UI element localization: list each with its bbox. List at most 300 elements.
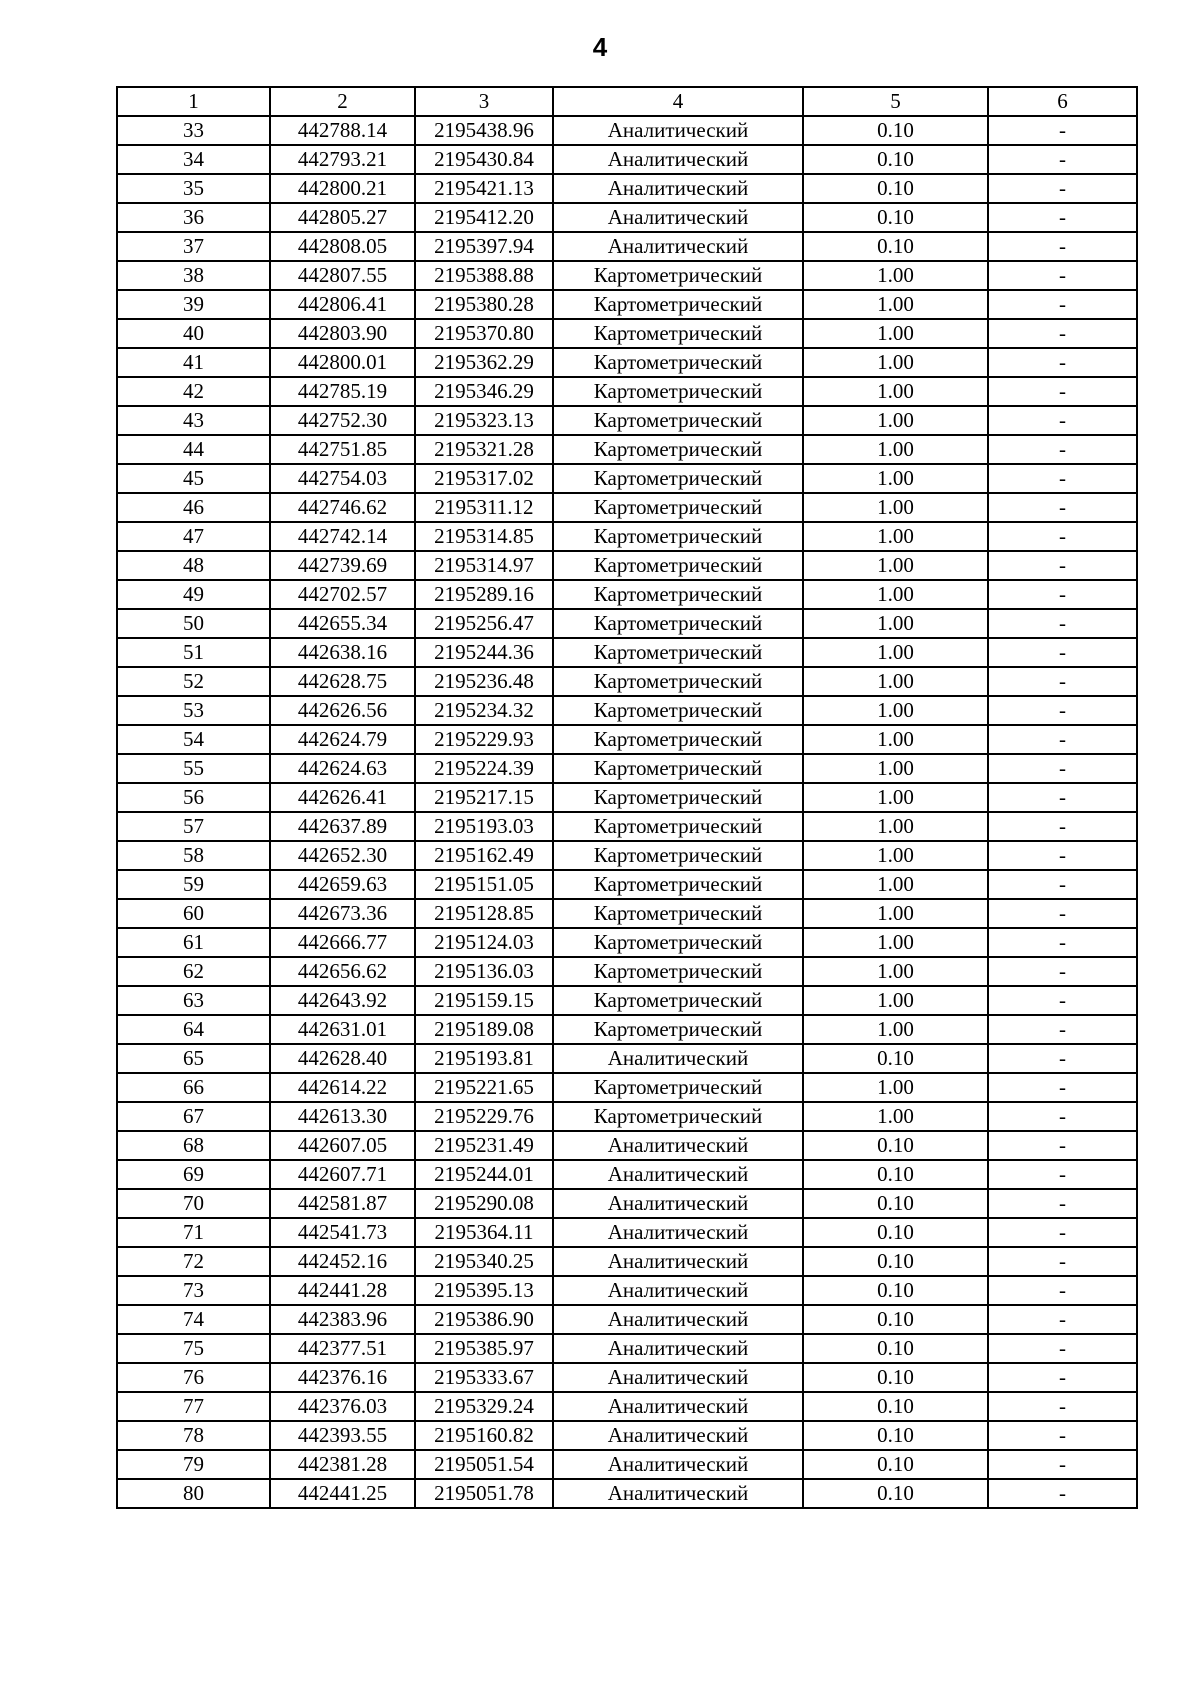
y-coordinate-cell: 2195412.20 <box>415 203 553 232</box>
table-row <box>117 1160 1137 1189</box>
table-row <box>117 203 1137 232</box>
x-coordinate-cell: 442788.14 <box>270 116 415 145</box>
table-row <box>117 812 1137 841</box>
table-row <box>117 1421 1137 1450</box>
table-row <box>117 145 1137 174</box>
point-number-cell: 43 <box>117 406 270 435</box>
table-body <box>117 116 1137 1508</box>
point-number-cell: 59 <box>117 870 270 899</box>
y-coordinate-cell: 2195430.84 <box>415 145 553 174</box>
point-number-cell: 72 <box>117 1247 270 1276</box>
method-cell: Картометрический <box>553 261 803 290</box>
x-coordinate-cell: 442793.21 <box>270 145 415 174</box>
y-coordinate-cell: 2195395.13 <box>415 1276 553 1305</box>
method-cell: Картометрический <box>553 290 803 319</box>
point-number-cell: 53 <box>117 696 270 725</box>
accuracy-cell: 0.10 <box>803 1392 988 1421</box>
point-number-cell: 42 <box>117 377 270 406</box>
method-cell: Картометрический <box>553 1073 803 1102</box>
table-row <box>117 551 1137 580</box>
description-cell: - <box>988 783 1137 812</box>
table-row <box>117 464 1137 493</box>
method-cell: Картометрический <box>553 725 803 754</box>
method-cell: Картометрический <box>553 1015 803 1044</box>
point-number-cell: 46 <box>117 493 270 522</box>
method-cell: Аналитический <box>553 1421 803 1450</box>
table-row <box>117 1189 1137 1218</box>
y-coordinate-cell: 2195370.80 <box>415 319 553 348</box>
table-row <box>117 783 1137 812</box>
accuracy-cell: 0.10 <box>803 1160 988 1189</box>
y-coordinate-cell: 2195229.93 <box>415 725 553 754</box>
accuracy-cell: 1.00 <box>803 609 988 638</box>
description-cell: - <box>988 1421 1137 1450</box>
point-number-cell: 58 <box>117 841 270 870</box>
x-coordinate-cell: 442628.40 <box>270 1044 415 1073</box>
description-cell: - <box>988 1044 1137 1073</box>
description-cell: - <box>988 435 1137 464</box>
y-coordinate-cell: 2195314.85 <box>415 522 553 551</box>
table-row <box>117 1073 1137 1102</box>
accuracy-cell: 1.00 <box>803 928 988 957</box>
x-coordinate-cell: 442637.89 <box>270 812 415 841</box>
table-row <box>117 638 1137 667</box>
y-coordinate-cell: 2195193.81 <box>415 1044 553 1073</box>
y-coordinate-cell: 2195333.67 <box>415 1363 553 1392</box>
description-cell: - <box>988 1073 1137 1102</box>
accuracy-cell: 0.10 <box>803 1131 988 1160</box>
point-number-cell: 38 <box>117 261 270 290</box>
table-row <box>117 1247 1137 1276</box>
point-number-cell: 73 <box>117 1276 270 1305</box>
y-coordinate-cell: 2195193.03 <box>415 812 553 841</box>
y-coordinate-cell: 2195438.96 <box>415 116 553 145</box>
x-coordinate-cell: 442702.57 <box>270 580 415 609</box>
method-cell: Картометрический <box>553 1102 803 1131</box>
y-coordinate-cell: 2195128.85 <box>415 899 553 928</box>
x-coordinate-cell: 442614.22 <box>270 1073 415 1102</box>
table-row <box>117 377 1137 406</box>
method-cell: Картометрический <box>553 928 803 957</box>
accuracy-cell: 0.10 <box>803 1421 988 1450</box>
point-number-cell: 63 <box>117 986 270 1015</box>
accuracy-cell: 1.00 <box>803 1015 988 1044</box>
description-cell: - <box>988 1305 1137 1334</box>
x-coordinate-cell: 442638.16 <box>270 638 415 667</box>
accuracy-cell: 1.00 <box>803 464 988 493</box>
y-coordinate-cell: 2195397.94 <box>415 232 553 261</box>
method-cell: Аналитический <box>553 1334 803 1363</box>
method-cell: Картометрический <box>553 812 803 841</box>
x-coordinate-cell: 442652.30 <box>270 841 415 870</box>
description-cell: - <box>988 957 1137 986</box>
description-cell: - <box>988 116 1137 145</box>
accuracy-cell: 1.00 <box>803 1102 988 1131</box>
accuracy-cell: 0.10 <box>803 1218 988 1247</box>
point-number-cell: 62 <box>117 957 270 986</box>
accuracy-cell: 1.00 <box>803 986 988 1015</box>
accuracy-cell: 0.10 <box>803 1450 988 1479</box>
accuracy-cell: 1.00 <box>803 812 988 841</box>
table-row <box>117 957 1137 986</box>
accuracy-cell: 1.00 <box>803 899 988 928</box>
method-cell: Аналитический <box>553 116 803 145</box>
accuracy-cell: 0.10 <box>803 174 988 203</box>
y-coordinate-cell: 2195317.02 <box>415 464 553 493</box>
accuracy-cell: 0.10 <box>803 1363 988 1392</box>
table-row <box>117 696 1137 725</box>
description-cell: - <box>988 522 1137 551</box>
x-coordinate-cell: 442673.36 <box>270 899 415 928</box>
point-number-cell: 78 <box>117 1421 270 1450</box>
table-row <box>117 899 1137 928</box>
x-coordinate-cell: 442383.96 <box>270 1305 415 1334</box>
y-coordinate-cell: 2195159.15 <box>415 986 553 1015</box>
point-number-cell: 77 <box>117 1392 270 1421</box>
y-coordinate-cell: 2195289.16 <box>415 580 553 609</box>
accuracy-cell: 1.00 <box>803 377 988 406</box>
method-cell: Аналитический <box>553 1131 803 1160</box>
x-coordinate-cell: 442808.05 <box>270 232 415 261</box>
column-header: 6 <box>988 87 1137 116</box>
table-header <box>117 87 1137 116</box>
method-cell: Картометрический <box>553 870 803 899</box>
description-cell: - <box>988 899 1137 928</box>
description-cell: - <box>988 1160 1137 1189</box>
y-coordinate-cell: 2195221.65 <box>415 1073 553 1102</box>
point-number-cell: 56 <box>117 783 270 812</box>
method-cell: Аналитический <box>553 1218 803 1247</box>
x-coordinate-cell: 442393.55 <box>270 1421 415 1450</box>
point-number-cell: 35 <box>117 174 270 203</box>
method-cell: Картометрический <box>553 348 803 377</box>
point-number-cell: 37 <box>117 232 270 261</box>
method-cell: Аналитический <box>553 1160 803 1189</box>
y-coordinate-cell: 2195314.97 <box>415 551 553 580</box>
y-coordinate-cell: 2195388.88 <box>415 261 553 290</box>
method-cell: Аналитический <box>553 1276 803 1305</box>
accuracy-cell: 1.00 <box>803 406 988 435</box>
description-cell: - <box>988 464 1137 493</box>
y-coordinate-cell: 2195362.29 <box>415 348 553 377</box>
accuracy-cell: 1.00 <box>803 551 988 580</box>
x-coordinate-cell: 442666.77 <box>270 928 415 957</box>
table-row <box>117 348 1137 377</box>
point-number-cell: 39 <box>117 290 270 319</box>
description-cell: - <box>988 638 1137 667</box>
x-coordinate-cell: 442377.51 <box>270 1334 415 1363</box>
coordinates-table <box>116 86 1138 1509</box>
x-coordinate-cell: 442659.63 <box>270 870 415 899</box>
method-cell: Картометрический <box>553 493 803 522</box>
y-coordinate-cell: 2195234.32 <box>415 696 553 725</box>
accuracy-cell: 0.10 <box>803 1305 988 1334</box>
y-coordinate-cell: 2195229.76 <box>415 1102 553 1131</box>
accuracy-cell: 1.00 <box>803 580 988 609</box>
accuracy-cell: 0.10 <box>803 1247 988 1276</box>
description-cell: - <box>988 377 1137 406</box>
point-number-cell: 34 <box>117 145 270 174</box>
table-row <box>117 1218 1137 1247</box>
table-row <box>117 1044 1137 1073</box>
table-row <box>117 1450 1137 1479</box>
x-coordinate-cell: 442631.01 <box>270 1015 415 1044</box>
table-row <box>117 1479 1137 1508</box>
accuracy-cell: 1.00 <box>803 1073 988 1102</box>
x-coordinate-cell: 442381.28 <box>270 1450 415 1479</box>
x-coordinate-cell: 442441.25 <box>270 1479 415 1508</box>
y-coordinate-cell: 2195385.97 <box>415 1334 553 1363</box>
y-coordinate-cell: 2195380.28 <box>415 290 553 319</box>
accuracy-cell: 1.00 <box>803 435 988 464</box>
description-cell: - <box>988 319 1137 348</box>
method-cell: Картометрический <box>553 841 803 870</box>
method-cell: Картометрический <box>553 986 803 1015</box>
method-cell: Картометрический <box>553 319 803 348</box>
y-coordinate-cell: 2195421.13 <box>415 174 553 203</box>
table-row <box>117 1392 1137 1421</box>
method-cell: Картометрический <box>553 609 803 638</box>
description-cell: - <box>988 812 1137 841</box>
description-cell: - <box>988 1015 1137 1044</box>
y-coordinate-cell: 2195321.28 <box>415 435 553 464</box>
point-number-cell: 50 <box>117 609 270 638</box>
table-row <box>117 1015 1137 1044</box>
description-cell: - <box>988 754 1137 783</box>
point-number-cell: 70 <box>117 1189 270 1218</box>
method-cell: Аналитический <box>553 1044 803 1073</box>
point-number-cell: 40 <box>117 319 270 348</box>
table-row <box>117 609 1137 638</box>
description-cell: - <box>988 696 1137 725</box>
x-coordinate-cell: 442739.69 <box>270 551 415 580</box>
description-cell: - <box>988 406 1137 435</box>
method-cell: Аналитический <box>553 232 803 261</box>
accuracy-cell: 1.00 <box>803 957 988 986</box>
y-coordinate-cell: 2195151.05 <box>415 870 553 899</box>
x-coordinate-cell: 442803.90 <box>270 319 415 348</box>
description-cell: - <box>988 261 1137 290</box>
y-coordinate-cell: 2195329.24 <box>415 1392 553 1421</box>
accuracy-cell: 0.10 <box>803 203 988 232</box>
y-coordinate-cell: 2195051.78 <box>415 1479 553 1508</box>
y-coordinate-cell: 2195051.54 <box>415 1450 553 1479</box>
table-row <box>117 841 1137 870</box>
description-cell: - <box>988 1450 1137 1479</box>
table-row <box>117 261 1137 290</box>
description-cell: - <box>988 870 1137 899</box>
y-coordinate-cell: 2195231.49 <box>415 1131 553 1160</box>
x-coordinate-cell: 442628.75 <box>270 667 415 696</box>
table-row <box>117 1131 1137 1160</box>
table-row <box>117 1363 1137 1392</box>
column-header: 1 <box>117 87 270 116</box>
y-coordinate-cell: 2195346.29 <box>415 377 553 406</box>
point-number-cell: 49 <box>117 580 270 609</box>
x-coordinate-cell: 442626.41 <box>270 783 415 812</box>
method-cell: Аналитический <box>553 174 803 203</box>
y-coordinate-cell: 2195386.90 <box>415 1305 553 1334</box>
x-coordinate-cell: 442656.62 <box>270 957 415 986</box>
description-cell: - <box>988 348 1137 377</box>
method-cell: Аналитический <box>553 203 803 232</box>
method-cell: Картометрический <box>553 696 803 725</box>
point-number-cell: 36 <box>117 203 270 232</box>
method-cell: Аналитический <box>553 1189 803 1218</box>
description-cell: - <box>988 493 1137 522</box>
x-coordinate-cell: 442807.55 <box>270 261 415 290</box>
description-cell: - <box>988 232 1137 261</box>
accuracy-cell: 1.00 <box>803 290 988 319</box>
y-coordinate-cell: 2195124.03 <box>415 928 553 957</box>
column-header: 5 <box>803 87 988 116</box>
accuracy-cell: 1.00 <box>803 783 988 812</box>
method-cell: Картометрический <box>553 551 803 580</box>
point-number-cell: 68 <box>117 1131 270 1160</box>
x-coordinate-cell: 442581.87 <box>270 1189 415 1218</box>
x-coordinate-cell: 442800.01 <box>270 348 415 377</box>
x-coordinate-cell: 442441.28 <box>270 1276 415 1305</box>
accuracy-cell: 0.10 <box>803 116 988 145</box>
description-cell: - <box>988 145 1137 174</box>
y-coordinate-cell: 2195256.47 <box>415 609 553 638</box>
method-cell: Картометрический <box>553 754 803 783</box>
method-cell: Картометрический <box>553 638 803 667</box>
table-row <box>117 986 1137 1015</box>
method-cell: Аналитический <box>553 1450 803 1479</box>
x-coordinate-cell: 442626.56 <box>270 696 415 725</box>
point-number-cell: 80 <box>117 1479 270 1508</box>
accuracy-cell: 1.00 <box>803 870 988 899</box>
point-number-cell: 71 <box>117 1218 270 1247</box>
x-coordinate-cell: 442452.16 <box>270 1247 415 1276</box>
method-cell: Аналитический <box>553 145 803 174</box>
accuracy-cell: 0.10 <box>803 145 988 174</box>
y-coordinate-cell: 2195340.25 <box>415 1247 553 1276</box>
y-coordinate-cell: 2195217.15 <box>415 783 553 812</box>
point-number-cell: 47 <box>117 522 270 551</box>
description-cell: - <box>988 1363 1137 1392</box>
description-cell: - <box>988 1218 1137 1247</box>
x-coordinate-cell: 442742.14 <box>270 522 415 551</box>
table-row <box>117 406 1137 435</box>
x-coordinate-cell: 442376.16 <box>270 1363 415 1392</box>
description-cell: - <box>988 1276 1137 1305</box>
description-cell: - <box>988 1247 1137 1276</box>
method-cell: Картометрический <box>553 377 803 406</box>
table-row <box>117 1276 1137 1305</box>
description-cell: - <box>988 986 1137 1015</box>
table-row <box>117 493 1137 522</box>
description-cell: - <box>988 580 1137 609</box>
x-coordinate-cell: 442800.21 <box>270 174 415 203</box>
description-cell: - <box>988 667 1137 696</box>
x-coordinate-cell: 442613.30 <box>270 1102 415 1131</box>
point-number-cell: 55 <box>117 754 270 783</box>
description-cell: - <box>988 551 1137 580</box>
method-cell: Аналитический <box>553 1305 803 1334</box>
x-coordinate-cell: 442624.79 <box>270 725 415 754</box>
x-coordinate-cell: 442805.27 <box>270 203 415 232</box>
point-number-cell: 65 <box>117 1044 270 1073</box>
accuracy-cell: 1.00 <box>803 638 988 667</box>
method-cell: Картометрический <box>553 899 803 928</box>
y-coordinate-cell: 2195162.49 <box>415 841 553 870</box>
page-number: 4 <box>592 32 608 62</box>
x-coordinate-cell: 442785.19 <box>270 377 415 406</box>
column-header: 3 <box>415 87 553 116</box>
method-cell: Картометрический <box>553 783 803 812</box>
x-coordinate-cell: 442655.34 <box>270 609 415 638</box>
table-row <box>117 667 1137 696</box>
point-number-cell: 75 <box>117 1334 270 1363</box>
point-number-cell: 45 <box>117 464 270 493</box>
header-row <box>117 87 1137 116</box>
table-row <box>117 174 1137 203</box>
accuracy-cell: 0.10 <box>803 1189 988 1218</box>
accuracy-cell: 1.00 <box>803 493 988 522</box>
accuracy-cell: 0.10 <box>803 232 988 261</box>
table-row <box>117 754 1137 783</box>
y-coordinate-cell: 2195290.08 <box>415 1189 553 1218</box>
x-coordinate-cell: 442376.03 <box>270 1392 415 1421</box>
description-cell: - <box>988 290 1137 319</box>
table-row <box>117 1305 1137 1334</box>
y-coordinate-cell: 2195311.12 <box>415 493 553 522</box>
x-coordinate-cell: 442752.30 <box>270 406 415 435</box>
accuracy-cell: 1.00 <box>803 319 988 348</box>
x-coordinate-cell: 442624.63 <box>270 754 415 783</box>
point-number-cell: 41 <box>117 348 270 377</box>
accuracy-cell: 0.10 <box>803 1044 988 1073</box>
accuracy-cell: 0.10 <box>803 1334 988 1363</box>
description-cell: - <box>988 1392 1137 1421</box>
accuracy-cell: 1.00 <box>803 348 988 377</box>
point-number-cell: 33 <box>117 116 270 145</box>
description-cell: - <box>988 1189 1137 1218</box>
description-cell: - <box>988 1479 1137 1508</box>
method-cell: Картометрический <box>553 667 803 696</box>
x-coordinate-cell: 442643.92 <box>270 986 415 1015</box>
method-cell: Аналитический <box>553 1479 803 1508</box>
method-cell: Картометрический <box>553 406 803 435</box>
point-number-cell: 52 <box>117 667 270 696</box>
table-row <box>117 290 1137 319</box>
y-coordinate-cell: 2195160.82 <box>415 1421 553 1450</box>
y-coordinate-cell: 2195364.11 <box>415 1218 553 1247</box>
point-number-cell: 44 <box>117 435 270 464</box>
accuracy-cell: 1.00 <box>803 522 988 551</box>
y-coordinate-cell: 2195136.03 <box>415 957 553 986</box>
method-cell: Картометрический <box>553 957 803 986</box>
x-coordinate-cell: 442806.41 <box>270 290 415 319</box>
description-cell: - <box>988 174 1137 203</box>
y-coordinate-cell: 2195244.01 <box>415 1160 553 1189</box>
table-row <box>117 1334 1137 1363</box>
description-cell: - <box>988 203 1137 232</box>
accuracy-cell: 1.00 <box>803 841 988 870</box>
table-row <box>117 522 1137 551</box>
point-number-cell: 61 <box>117 928 270 957</box>
table-row <box>117 116 1137 145</box>
description-cell: - <box>988 609 1137 638</box>
method-cell: Аналитический <box>553 1392 803 1421</box>
accuracy-cell: 1.00 <box>803 754 988 783</box>
accuracy-cell: 1.00 <box>803 696 988 725</box>
accuracy-cell: 0.10 <box>803 1276 988 1305</box>
point-number-cell: 66 <box>117 1073 270 1102</box>
point-number-cell: 48 <box>117 551 270 580</box>
